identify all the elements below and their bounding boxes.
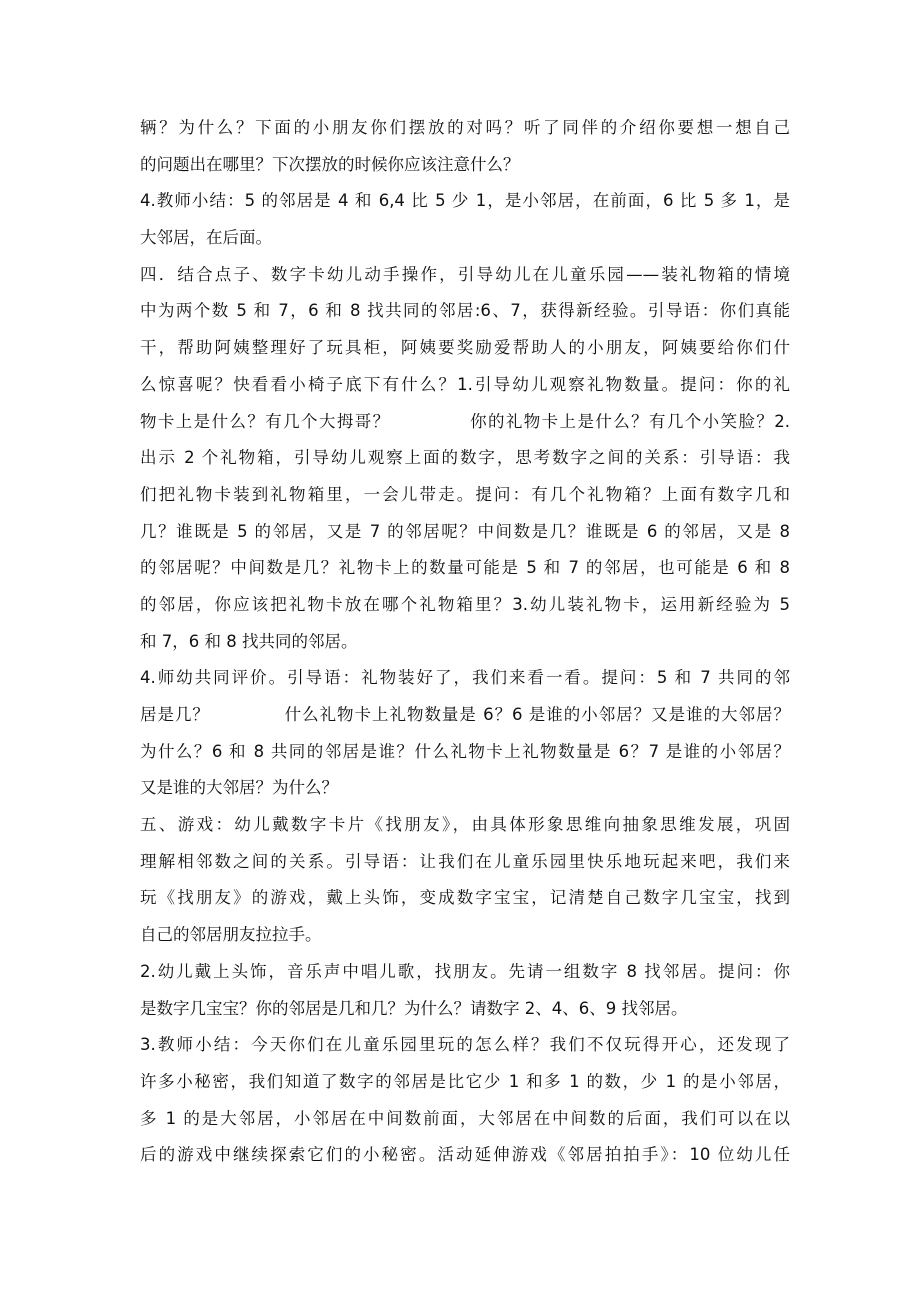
text-line: 自己的邻居朋友拉拉手。: [140, 925, 322, 945]
text-line: 的邻居，你应该把礼物卡放在哪个礼物箱里？3.幼儿装礼物卡，运用新经验为 5: [140, 594, 790, 614]
text-line: 出示 2 个礼物箱，引导幼儿观察上面的数字，思考数字之间的关系：引导语：我: [140, 448, 790, 468]
text-line: 大邻居，在后面。: [140, 228, 272, 248]
text-line: 么惊喜呢？快看看小椅子底下有什么？1.引导幼儿观察礼物数量。提问：你的礼: [140, 374, 790, 394]
text-line: 的问题出在哪里？下次摆放的时候你应该注意什么？: [140, 154, 520, 174]
text-line: 3.教师小结：今天你们在儿童乐园里玩的怎么样？我们不仅玩得开心，还发现了: [140, 1035, 790, 1055]
document-page: [140, 110, 790, 1174]
text-line: 许多小秘密，我们知道了数字的邻居是比它少 1 和多 1 的数，少 1 的是小邻居，: [140, 1071, 790, 1091]
text-line: 和 7，6 和 8 找共同的邻居。: [140, 631, 358, 651]
text-line: 4.教师小结：5 的邻居是 4 和 6,4 比 5 少 1，是小邻居，在前面，6 比 5 多 1，是: [140, 191, 790, 211]
text-line: 理解相邻数之间的关系。引导语：让我们在儿童乐园里快乐地玩起来吧，我们来: [140, 851, 790, 871]
text-line: 干，帮助阿姨整理好了玩具柜，阿姨要奖励爱帮助人的小朋友，阿姨要给你们什: [140, 338, 790, 358]
text-line: 的邻居呢？中间数是几？礼物卡上的数量可能是 5 和 7 的邻居，也可能是 6 和 8: [140, 558, 790, 578]
text-line: 是数字几宝宝？你的邻居是几和几？为什么？请数字 2、4、6、9 找邻居。: [140, 998, 688, 1018]
text-line: 们把礼物卡装到礼物箱里，一会儿带走。提问：有几个礼物箱？上面有数字几和: [140, 484, 790, 504]
text-line: 辆？为什么？下面的小朋友你们摆放的对吗？听了同伴的介绍你要想一想自己: [140, 118, 790, 137]
text-line: 4.师幼共同评价。引导语：礼物装好了，我们来看一看。提问：5 和 7 共同的邻: [140, 668, 790, 688]
text-line: 2.幼儿戴上头饰，音乐声中唱儿歌，找朋友。先请一组数字 8 找邻居。提问：你: [140, 961, 790, 981]
text-line: 几？谁既是 5 的邻居，又是 7 的邻居呢？中间数是几？谁既是 6 的邻居，又是 8: [140, 521, 790, 541]
text-line: 又是谁的大邻居？为什么？: [140, 778, 338, 798]
text-line: 多 1 的是大邻居，小邻居在中间数前面，大邻居在中间数的后面，我们可以在以: [140, 1108, 790, 1128]
text-line: 玩《找朋友》的游戏，戴上头饰，变成数字宝宝，记清楚自己数字几宝宝，找到: [140, 888, 790, 908]
text-line: 居是几？ 什么礼物卡上礼物数量是 6？6 是谁的小邻居？又是谁的大邻居？: [140, 705, 790, 724]
text-line: 四．结合点子、数字卡幼儿动手操作，引导幼儿在儿童乐园——装礼物箱的情境: [140, 264, 790, 284]
text-line: 中为两个数 5 和 7，6 和 8 找共同的邻居:6、7，获得新经验。引导语：你们真能: [140, 301, 790, 321]
text-line: 五、游戏：幼儿戴数字卡片《找朋友》，由具体形象思维向抽象思维发展，巩固: [140, 815, 790, 835]
text-line: 后的游戏中继续探索它们的小秘密。活动延伸游戏《邻居拍拍手》：10 位幼儿任: [140, 1145, 790, 1165]
text-line: 物卡上是什么？有几个大拇哥？ 你的礼物卡上是什么？有几个小笑脸？2.: [140, 411, 790, 431]
text-line: 为什么？6 和 8 共同的邻居是谁？什么礼物卡上礼物数量是 6？7 是谁的小邻居？: [140, 741, 790, 761]
